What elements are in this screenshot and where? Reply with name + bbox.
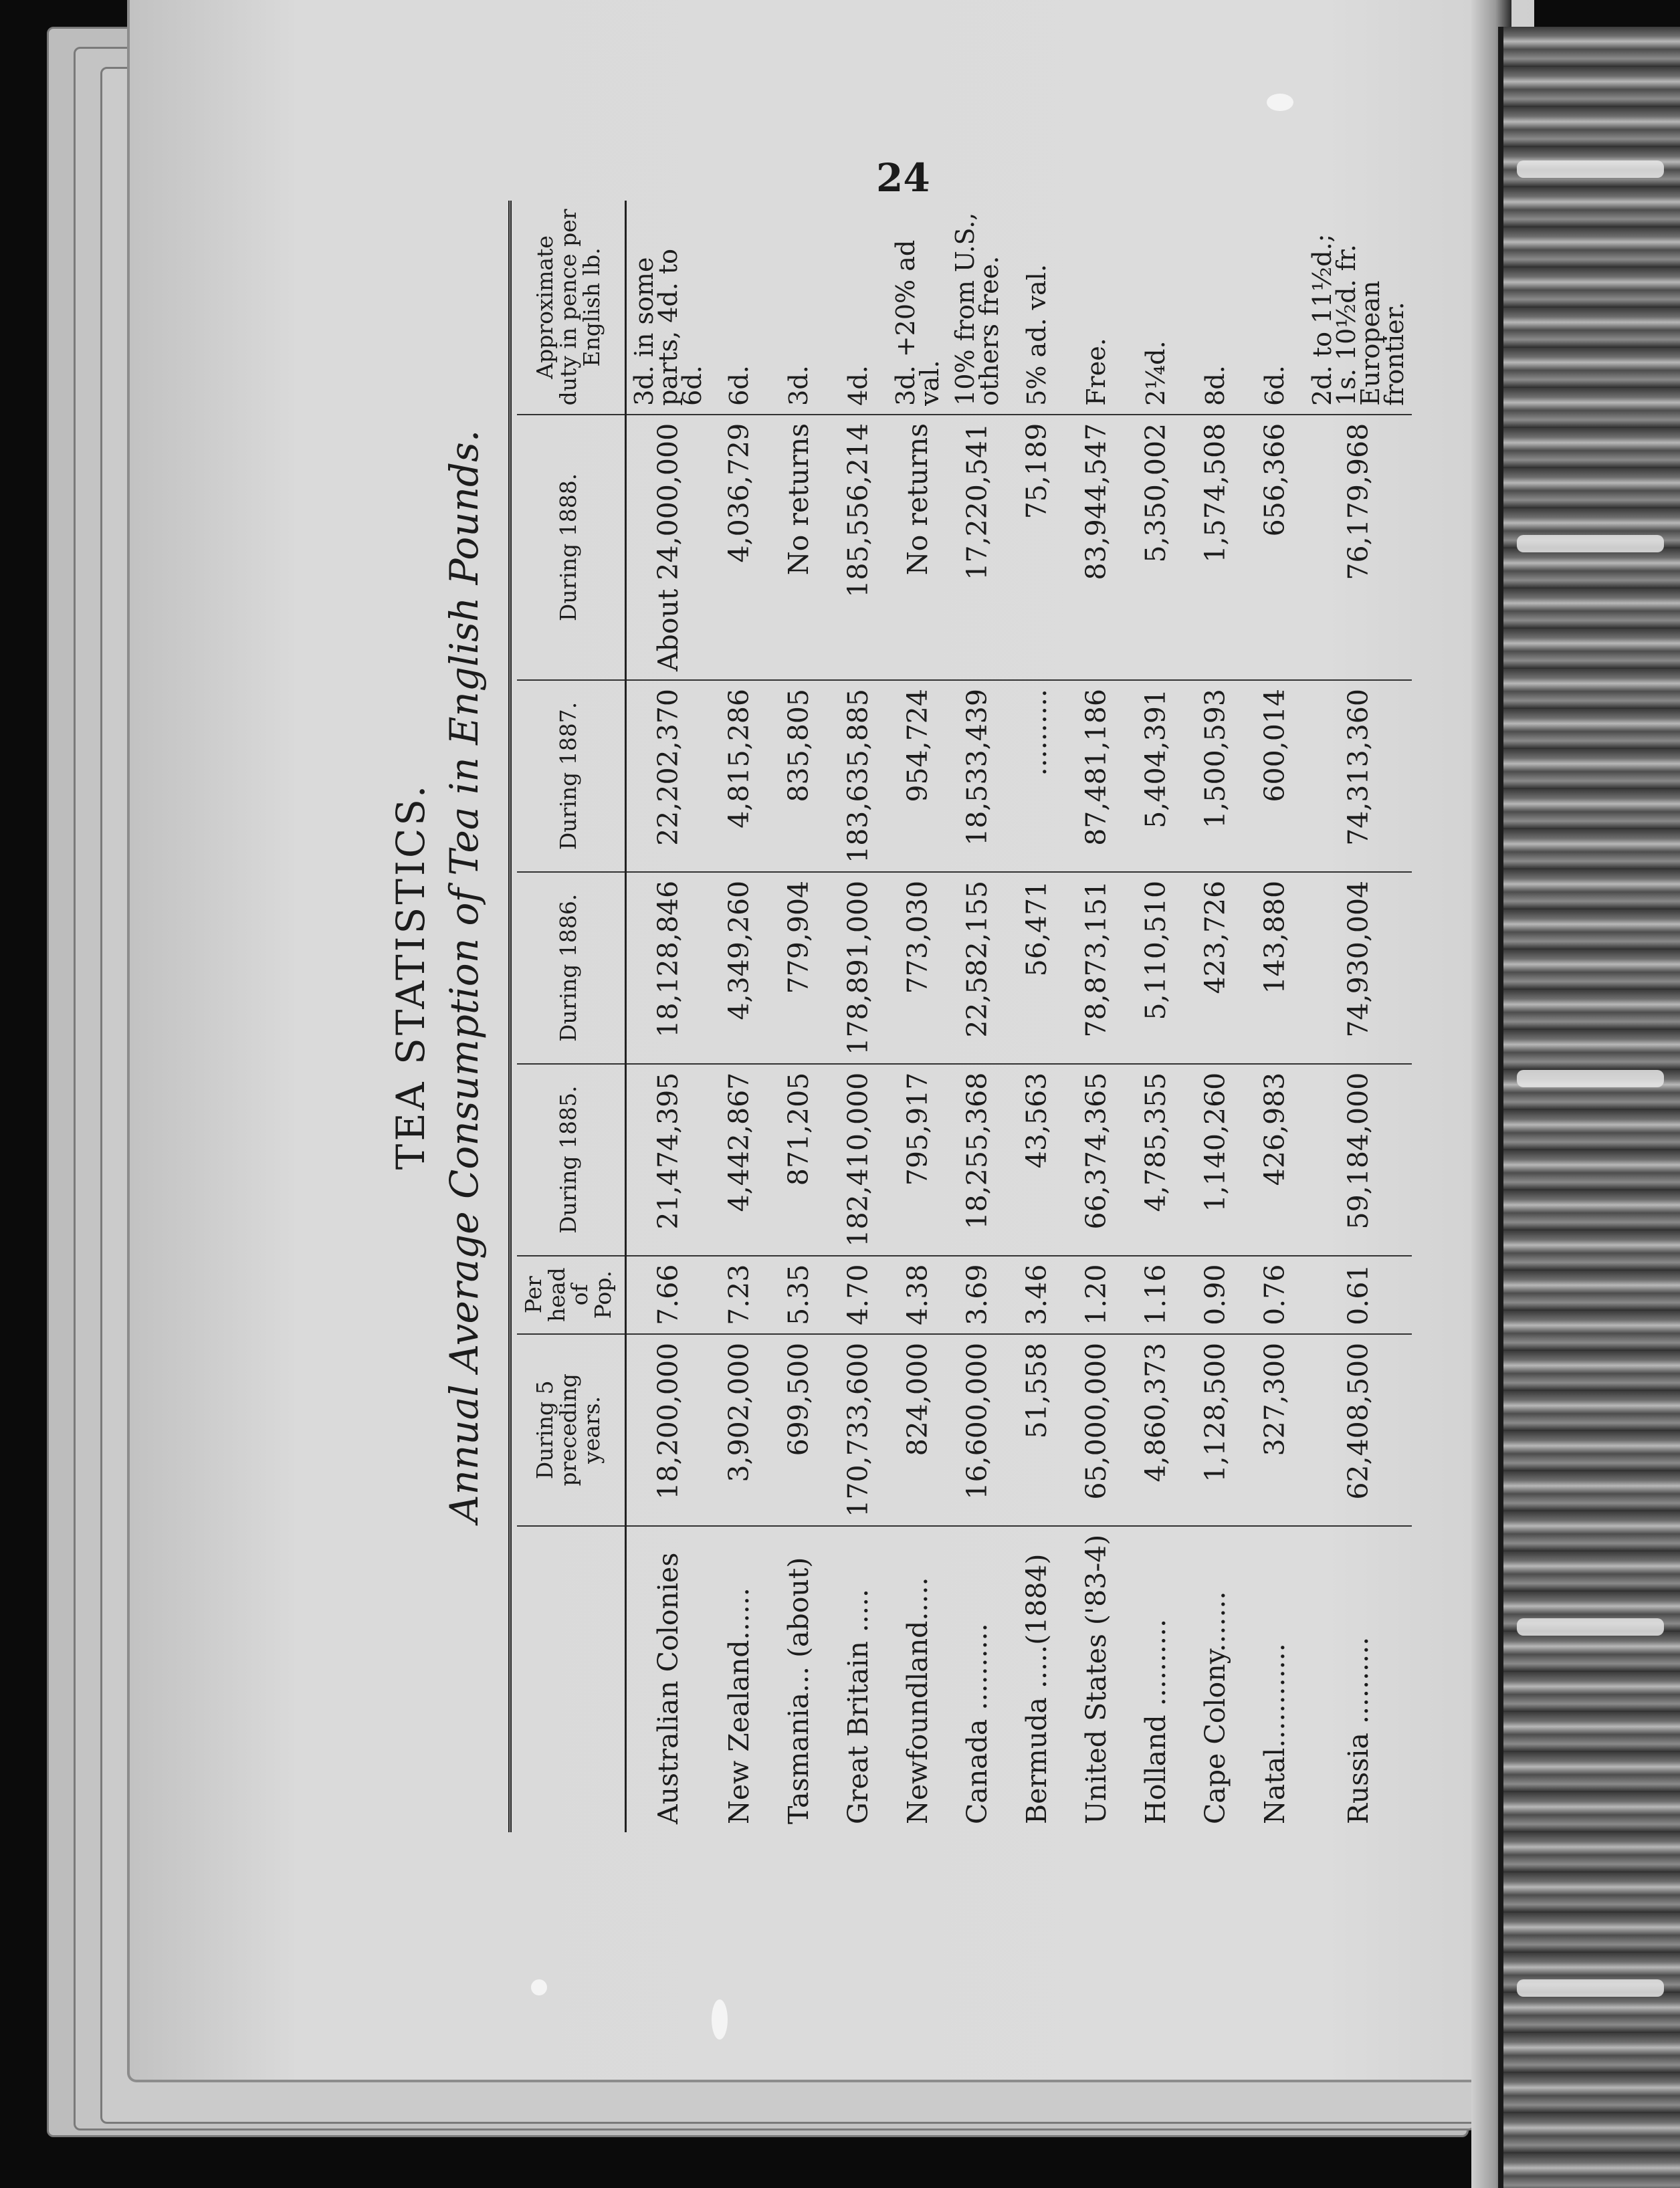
per-head-cell: 3.69: [948, 1256, 1007, 1334]
year-1887-cell: 74,313,360: [1305, 680, 1412, 872]
column-header-1886: During 1886.: [517, 872, 625, 1064]
year-1887-cell: 954,724: [888, 680, 948, 872]
table-row: [710, 201, 769, 1832]
country-cell: Bermuda .....(1884): [1021, 1553, 1053, 1824]
year-1885-cell: 21,474,395: [625, 1064, 710, 1256]
year-1888-cell: 1,574,508: [1186, 415, 1245, 680]
five-year-average-cell: 51,558: [1007, 1334, 1067, 1526]
per-head-cell: 7.23: [710, 1256, 769, 1334]
per-head-cell: 1.20: [1067, 1256, 1126, 1334]
year-1887-cell: ..........: [1007, 680, 1067, 872]
country-cell: Natal............: [1259, 1643, 1291, 1824]
country-cell: Cape Colony.......: [1199, 1591, 1232, 1824]
per-head-cell: 5.35: [769, 1256, 829, 1334]
column-header-country: [517, 1526, 625, 1832]
year-1888-cell: 5,350,002: [1126, 415, 1186, 680]
year-1887-cell: 183,635,885: [829, 680, 888, 872]
year-1886-cell: 178,891,000: [829, 872, 888, 1064]
year-1887-cell: 835,805: [769, 680, 829, 872]
per-head-cell: 3.46: [1007, 1256, 1067, 1334]
year-1888-cell: 656,366: [1245, 415, 1305, 680]
binding-thread: [1517, 1618, 1664, 1636]
year-1888-cell: No returns: [769, 415, 829, 680]
per-head-cell: 0.61: [1305, 1256, 1412, 1334]
binding-thread: [1517, 535, 1664, 552]
country-cell: Russia ..........: [1342, 1636, 1375, 1824]
per-head-cell: 4.38: [888, 1256, 948, 1334]
country-cell: Tasmania... (about): [782, 1557, 815, 1824]
column-header-five-year-average: During 5 preceding years.: [517, 1334, 625, 1526]
column-header-1885: During 1885.: [517, 1064, 625, 1256]
table-row: [1305, 201, 1412, 1832]
year-1885-cell: 795,917: [888, 1064, 948, 1256]
year-1885-cell: 59,184,000: [1305, 1064, 1412, 1256]
paper-spot: [712, 1999, 728, 2040]
column-header-1887: During 1887.: [517, 680, 625, 872]
tea-statistics-table: [517, 201, 1412, 1832]
year-1888-cell: 185,556,214: [829, 415, 888, 680]
rotated-content: [375, 107, 1410, 1846]
year-1886-cell: 773,030: [888, 872, 948, 1064]
year-1886-cell: 74,930,004: [1305, 872, 1412, 1064]
table-header-row: [517, 201, 625, 1832]
year-1888-cell: 4,036,729: [710, 415, 769, 680]
year-1888-cell: No returns: [888, 415, 948, 680]
per-head-cell: 0.90: [1186, 1256, 1245, 1334]
year-1886-cell: 779,904: [769, 872, 829, 1064]
book-binding: [1498, 27, 1680, 2188]
five-year-average-cell: 1,128,500: [1186, 1334, 1245, 1526]
binding-thread: [1517, 1070, 1664, 1087]
year-1885-cell: 1,140,260: [1186, 1064, 1245, 1256]
table-row: [1067, 201, 1126, 1832]
page-subtitle: Annual Average Consumption of Tea in English Pounds.: [441, 429, 487, 1523]
year-1886-cell: 4,349,260: [710, 872, 769, 1064]
duty-cell: 2¼d.: [1126, 201, 1186, 415]
duty-cell: 3d. +20% ad val.: [888, 201, 948, 415]
per-head-cell: 1.16: [1126, 1256, 1186, 1334]
year-1887-cell: 5,404,391: [1126, 680, 1186, 872]
page-title: TEA STATISTICS.: [388, 782, 433, 1170]
table-row: [769, 201, 829, 1832]
country-cell: Canada ..........: [961, 1623, 994, 1824]
year-1888-cell: About 24,000,000: [625, 415, 710, 680]
year-1888-cell: 17,220,541: [948, 415, 1007, 680]
column-header-duty: Approximate duty in pence per English lb.: [517, 201, 625, 415]
duty-cell: 6d.: [710, 201, 769, 415]
duty-cell: 10% from U.S., others free.: [948, 201, 1007, 415]
year-1885-cell: 43,563: [1007, 1064, 1067, 1256]
year-1887-cell: 600,014: [1245, 680, 1305, 872]
year-1887-cell: 4,815,286: [710, 680, 769, 872]
year-1885-cell: 182,410,000: [829, 1064, 888, 1256]
country-cell: Great Britain .....: [842, 1588, 875, 1824]
year-1886-cell: 22,582,155: [948, 872, 1007, 1064]
duty-cell: 6d.: [1245, 201, 1305, 415]
binding-thread: [1517, 1979, 1664, 1997]
table-row: [1126, 201, 1186, 1832]
year-1887-cell: 87,481,186: [1067, 680, 1126, 872]
duty-cell: 2d. to 11½d.; 1s. 10½d. fr. European frontier.: [1305, 201, 1412, 415]
year-1886-cell: 78,873,151: [1067, 872, 1126, 1064]
table-row: [1245, 201, 1305, 1832]
country-cell: United States ('83-4): [1080, 1534, 1113, 1824]
year-1885-cell: 18,255,368: [948, 1064, 1007, 1256]
duty-cell: Free.: [1067, 201, 1126, 415]
tea-statistics-table-wrapper: [508, 201, 1412, 1832]
per-head-cell: 4.70: [829, 1256, 888, 1334]
duty-cell: 8d.: [1186, 201, 1245, 415]
duty-cell: 4d.: [829, 201, 888, 415]
column-header-per-head: Per head of Pop.: [517, 1256, 625, 1334]
paper-spot: [531, 1979, 547, 1995]
country-cell: New Zealand......: [723, 1588, 756, 1824]
five-year-average-cell: 62,408,500: [1305, 1334, 1412, 1526]
year-1886-cell: 143,880: [1245, 872, 1305, 1064]
five-year-average-cell: 170,733,600: [829, 1334, 888, 1526]
year-1886-cell: 18,128,846: [625, 872, 710, 1064]
country-cell: Newfoundland.....: [902, 1577, 934, 1824]
year-1886-cell: 423,726: [1186, 872, 1245, 1064]
table-row: [829, 201, 888, 1832]
year-1885-cell: 4,785,355: [1126, 1064, 1186, 1256]
five-year-average-cell: 16,600,000: [948, 1334, 1007, 1526]
five-year-average-cell: 18,200,000: [625, 1334, 710, 1526]
country-cell: Holland ..........: [1140, 1618, 1172, 1824]
year-1885-cell: 426,983: [1245, 1064, 1305, 1256]
year-1885-cell: 4,442,867: [710, 1064, 769, 1256]
country-cell: Australian Colonies: [651, 1552, 684, 1824]
five-year-average-cell: 327,300: [1245, 1334, 1305, 1526]
year-1886-cell: 56,471: [1007, 872, 1067, 1064]
five-year-average-cell: 65,000,000: [1067, 1334, 1126, 1526]
per-head-cell: 0.76: [1245, 1256, 1305, 1334]
year-1887-cell: 1,500,593: [1186, 680, 1245, 872]
year-1885-cell: 871,205: [769, 1064, 829, 1256]
five-year-average-cell: 699,500: [769, 1334, 829, 1526]
table-row: [888, 201, 948, 1832]
five-year-average-cell: 824,000: [888, 1334, 948, 1526]
year-1888-cell: 83,944,547: [1067, 415, 1126, 680]
table-top-rule: [508, 201, 512, 1832]
duty-cell: 5% ad. val.: [1007, 201, 1067, 415]
page-number: 24: [876, 155, 930, 201]
year-1886-cell: 5,110,510: [1126, 872, 1186, 1064]
binding-thread: [1517, 160, 1664, 178]
five-year-average-cell: 4,860,373: [1126, 1334, 1186, 1526]
table-row: [625, 201, 710, 1832]
year-1887-cell: 22,202,370: [625, 680, 710, 872]
year-1887-cell: 18,533,439: [948, 680, 1007, 872]
duty-cell: 3d.: [769, 201, 829, 415]
column-header-1888: During 1888.: [517, 415, 625, 680]
per-head-cell: 7.66: [625, 1256, 710, 1334]
duty-cell: 3d. in some parts, 4d. to 6d.: [625, 201, 710, 415]
five-year-average-cell: 3,902,000: [710, 1334, 769, 1526]
table-body: [625, 201, 1412, 1832]
year-1885-cell: 66,374,365: [1067, 1064, 1126, 1256]
table-row: [1007, 201, 1067, 1832]
table-row: [948, 201, 1007, 1832]
year-1888-cell: 76,179,968: [1305, 415, 1412, 680]
year-1888-cell: 75,189: [1007, 415, 1067, 680]
table-row: [1186, 201, 1245, 1832]
